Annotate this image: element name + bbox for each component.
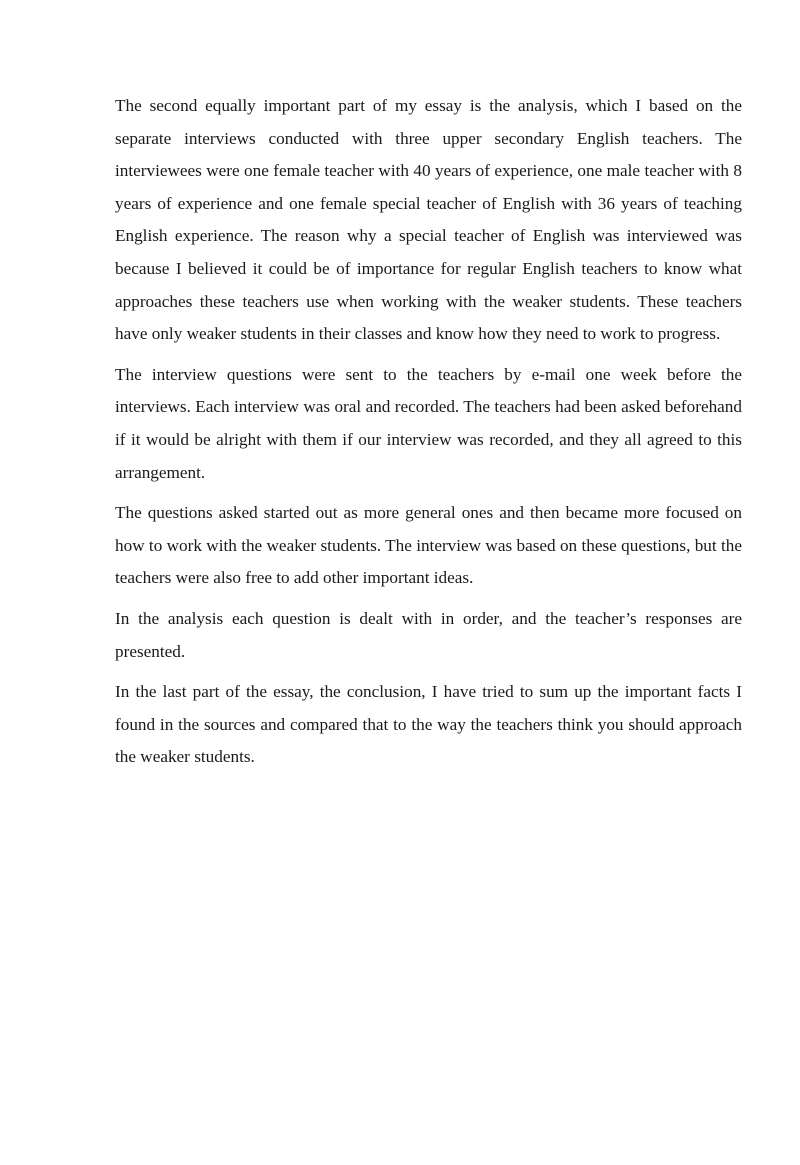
- paragraph-interview-questions: The questions asked started out as more general ones and then became more focused on how to work with the weaker students. The interview was based on these questions, but the teachers were also free to add other important ideas.: [115, 503, 742, 588]
- body-text: [115, 90, 742, 782]
- paragraph-interview-procedure: The interview questions were sent to the teachers by e-mail one week before the interviews. Each interview was oral and recorded. The teachers had been asked beforehand if it would be alright with them if our interview was recorded, and they all agreed to this arrangement.: [115, 364, 742, 482]
- paragraph-analysis-overview: The second equally important part of my essay is the analysis, which I based on the separate interviews conducted with three upper secondary English teachers. The interviewees were one female teacher with 40 years of experience, one male teacher with 8 years of experience and one female special teacher of English with 36 years of teaching English experience. The reason why a special teacher of English was interviewed was because I believed it could be of importance for regular English teachers to know what approaches these teachers use when working with the weaker students. These teachers have only weaker students in their classes and know how they need to work to progress.: [115, 96, 742, 344]
- paragraph-conclusion: In the last part of the essay, the conclusion, I have tried to sum up the important facts I found in the sources and compared that to the way the teachers think you should approach the weaker students.: [115, 682, 742, 767]
- paragraph-analysis-order: In the analysis each question is dealt with in order, and the teacher’s responses are presented.: [115, 608, 742, 661]
